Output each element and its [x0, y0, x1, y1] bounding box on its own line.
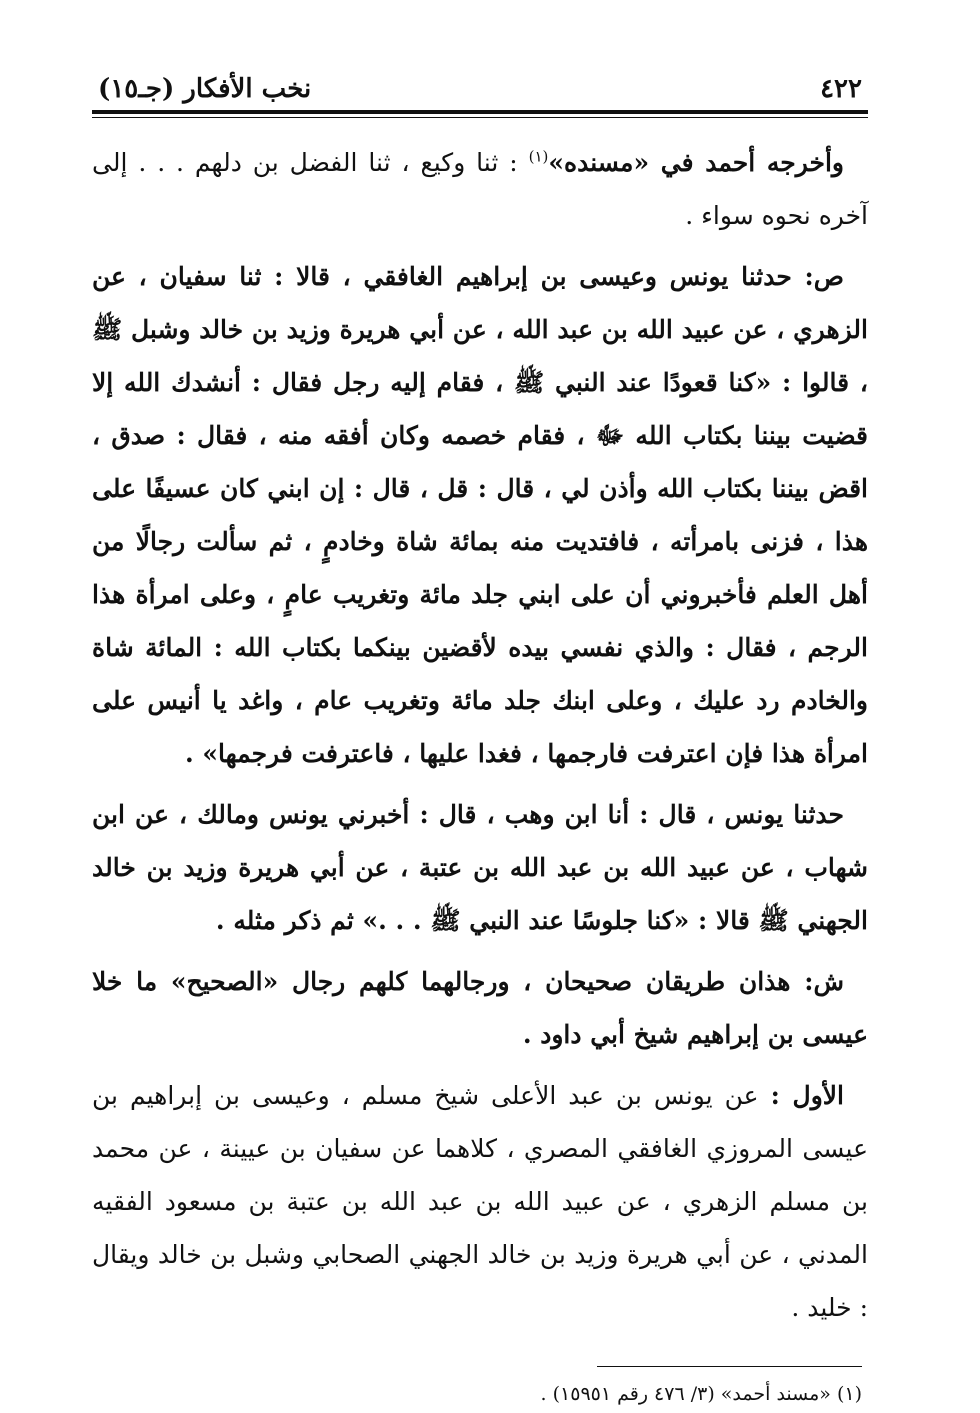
footnote-divider	[597, 1366, 862, 1367]
paragraph-lead: ص:	[804, 262, 844, 291]
paragraph-lead: الأول :	[770, 1081, 844, 1110]
paragraph-text: هذان طريقان صحيحان ، ورجالهما كلهم رجال «الصحيح» ما خلا عيسى بن إبراهيم شيخ أبي داود .	[92, 967, 868, 1049]
main-text	[92, 136, 868, 1334]
paragraph-text: حدثنا يونس ، قال : أنا ابن وهب ، قال : أخبرني يونس ومالك ، عن ابن شهاب ، عن عبيد الله بن عبد الله بن عتبة ، عن أبي هريرة وزيد بن خالد الجهني ﷺ قالا : «كنا جلوسًا عند النبي ﷺ . . .» ثم ذكر مثله .	[92, 800, 868, 935]
paragraph-text: : ثنا وكيع ، ثنا الفضل بن دلهم . . . إلى آخره نحوه سواء .	[92, 148, 868, 230]
paragraph-ahmad-musnad	[92, 136, 868, 242]
paragraph-text: حدثنا يونس وعيسى بن إبراهيم الغافقي ، قالا : ثنا سفيان ، عن الزهري ، عن عبيد الله بن عبد الله ، عن أبي هريرة وزيد بن خالد وشبل ﷺ ، قالوا : «كنا قعودًا عند النبي ﷺ ، فقام إليه رجل فقال : أنشدك الله إلا قضيت بيننا بكتاب الله ﷻ ، فقام خصمه وكان أفقه منه ، فقال : صدق ، اقض بيننا بكتاب الله وأذن لي ، قال : قل ، قال : إن ابني كان عسيفًا على هذا ، فزنى بامرأته ، فافتديت منه بمائة شاة وخادمٍ ، ثم سألت رجالًا من أهل العلم فأخبروني أن على ابني جلد مائة وتغريب عامٍ ، وعلى امرأة هذا الرجم ، فقال : والذي نفسي بيده لأقضين بينكما بكتاب الله : المائة شاة والخادم رد عليك ، وعلى ابنك جلد مائة وتغريب عام ، واغد يا أنيس على امرأة هذا فإن اعترفت فارجمها ، فغدا عليها ، فاعترفت فرجمها» .	[92, 262, 868, 768]
running-title: نخب الأفكار (جـ١٥)	[98, 74, 312, 104]
paragraph-sharh	[92, 955, 868, 1061]
footnote-ref: (١)	[528, 147, 549, 166]
paragraph-lead: ش:	[804, 967, 844, 996]
paragraph-matn-1	[92, 250, 868, 780]
footnote: (١) «مسند أحمد» (٣/ ٤٧٦ رقم ١٥٩٥١) .	[540, 1383, 862, 1405]
paragraph-text: عن يونس بن عبد الأعلى شيخ مسلم ، وعيسى بن إبراهيم بن عيسى المروزي الغافقي المصري ، كلاهما عن سفيان بن عيينة ، عن محمد بن مسلم الزهري ، عن عبيد الله بن عبد الله بن عتبة بن مسعود الفقيه المدني ، عن أبي هريرة وزيد بن خالد الجهني الصحابي وشبل بن خالد ويقال : خليد .	[92, 1081, 868, 1322]
paragraph-lead: وأخرجه أحمد في «مسنده»	[548, 148, 844, 177]
page-number: ٤٢٢	[820, 74, 862, 104]
header-rule-thin	[92, 117, 868, 118]
paragraph-matn-2	[92, 788, 868, 947]
header-rule-thick	[92, 110, 868, 114]
page	[92, 60, 868, 1409]
paragraph-first-chain	[92, 1069, 868, 1334]
page-header	[92, 60, 868, 104]
